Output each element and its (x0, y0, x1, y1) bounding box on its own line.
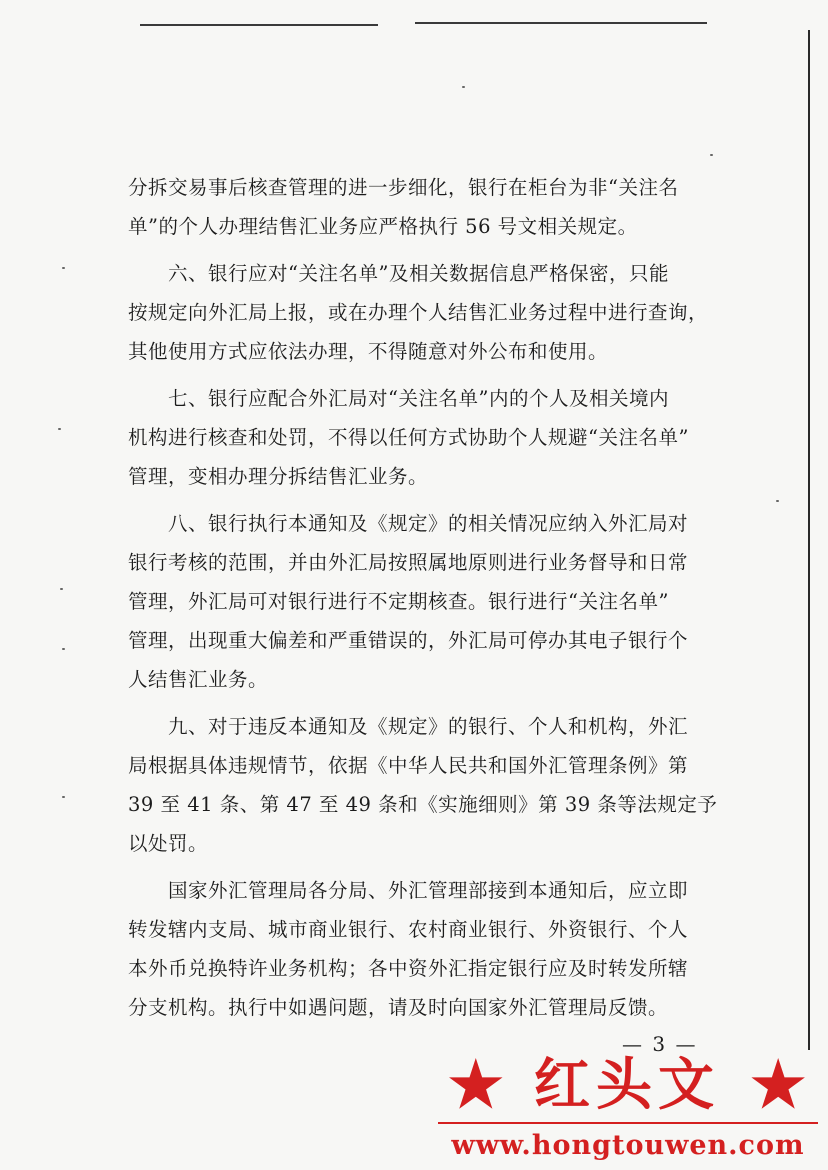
paragraph (128, 379, 703, 496)
paragraph (128, 707, 718, 863)
text-line: 转发辖内支局、城市商业银行、农村商业银行、外资银行、个人 (128, 918, 689, 941)
star-icon: ★ (750, 1048, 806, 1121)
text-line: 管理，变相办理分拆结售汇业务。 (128, 465, 429, 488)
page-edge-line (808, 30, 810, 1050)
watermark-title (448, 1050, 806, 1120)
text-line: 机构进行核查和处罚，不得以任何方式协助个人规避“关注名单” (128, 426, 689, 449)
star-icon: ★ (448, 1048, 504, 1121)
text-line: 九、对于违反本通知及《规定》的银行、个人和机构，外汇 (168, 715, 689, 738)
paragraph (128, 871, 703, 1027)
text-line: 七、银行应配合外汇局对“关注名单”内的个人及相关境内 (168, 387, 669, 410)
text-line: 六、银行应对“关注名单”及相关数据信息严格保密，只能 (168, 262, 669, 285)
text-line: 单”的个人办理结售汇业务应严格执行 56 号文相关规定。 (128, 215, 638, 238)
header-rule-left (140, 24, 378, 26)
watermark-url: www.hongtouwen.com (438, 1122, 818, 1164)
text-line: 本外币兑换特许业务机构；各中资外汇指定银行应及时转发所辖 (128, 957, 689, 980)
header-rule-right (415, 22, 707, 24)
text-line: 人结售汇业务。 (128, 668, 269, 691)
paragraph (128, 168, 703, 246)
text-line: 管理，出现重大偏差和严重错误的，外汇局可停办其电子银行个 (128, 629, 689, 652)
text-line: 国家外汇管理局各分局、外汇管理部接到本通知后，应立即 (168, 879, 689, 902)
text-line: 管理，外汇局可对银行进行不定期核查。银行进行“关注名单” (128, 590, 669, 613)
text-line: 银行考核的范围，并由外汇局按照属地原则进行业务督导和日常 (128, 551, 689, 574)
text-line: 局根据具体违规情节，依据《中华人民共和国外汇管理条例》第 (128, 754, 689, 777)
page-number: — 3 — (622, 1032, 698, 1056)
body-text (128, 168, 718, 1035)
paragraph (128, 504, 703, 699)
text-line: 其他使用方式应依法办理，不得随意对外公布和使用。 (128, 340, 609, 363)
text-line: 以处罚。 (128, 832, 209, 855)
text-line: 分支机构。执行中如遇问题，请及时向国家外汇管理局反馈。 (128, 996, 669, 1019)
text-line: 八、银行执行本通知及《规定》的相关情况应纳入外汇局对 (168, 512, 689, 535)
text-line: 按规定向外汇局上报，或在办理个人结售汇业务过程中进行查询， (128, 301, 709, 324)
paragraph (128, 254, 709, 371)
text-line: 分拆交易事后核查管理的进一步细化，银行在柜台为非“关注名 (128, 176, 679, 199)
watermark-text: 红头文 (534, 1052, 720, 1118)
text-line: 39 至 41 条、第 47 至 49 条和《实施细则》第 39 条等法规定予 (128, 793, 718, 816)
